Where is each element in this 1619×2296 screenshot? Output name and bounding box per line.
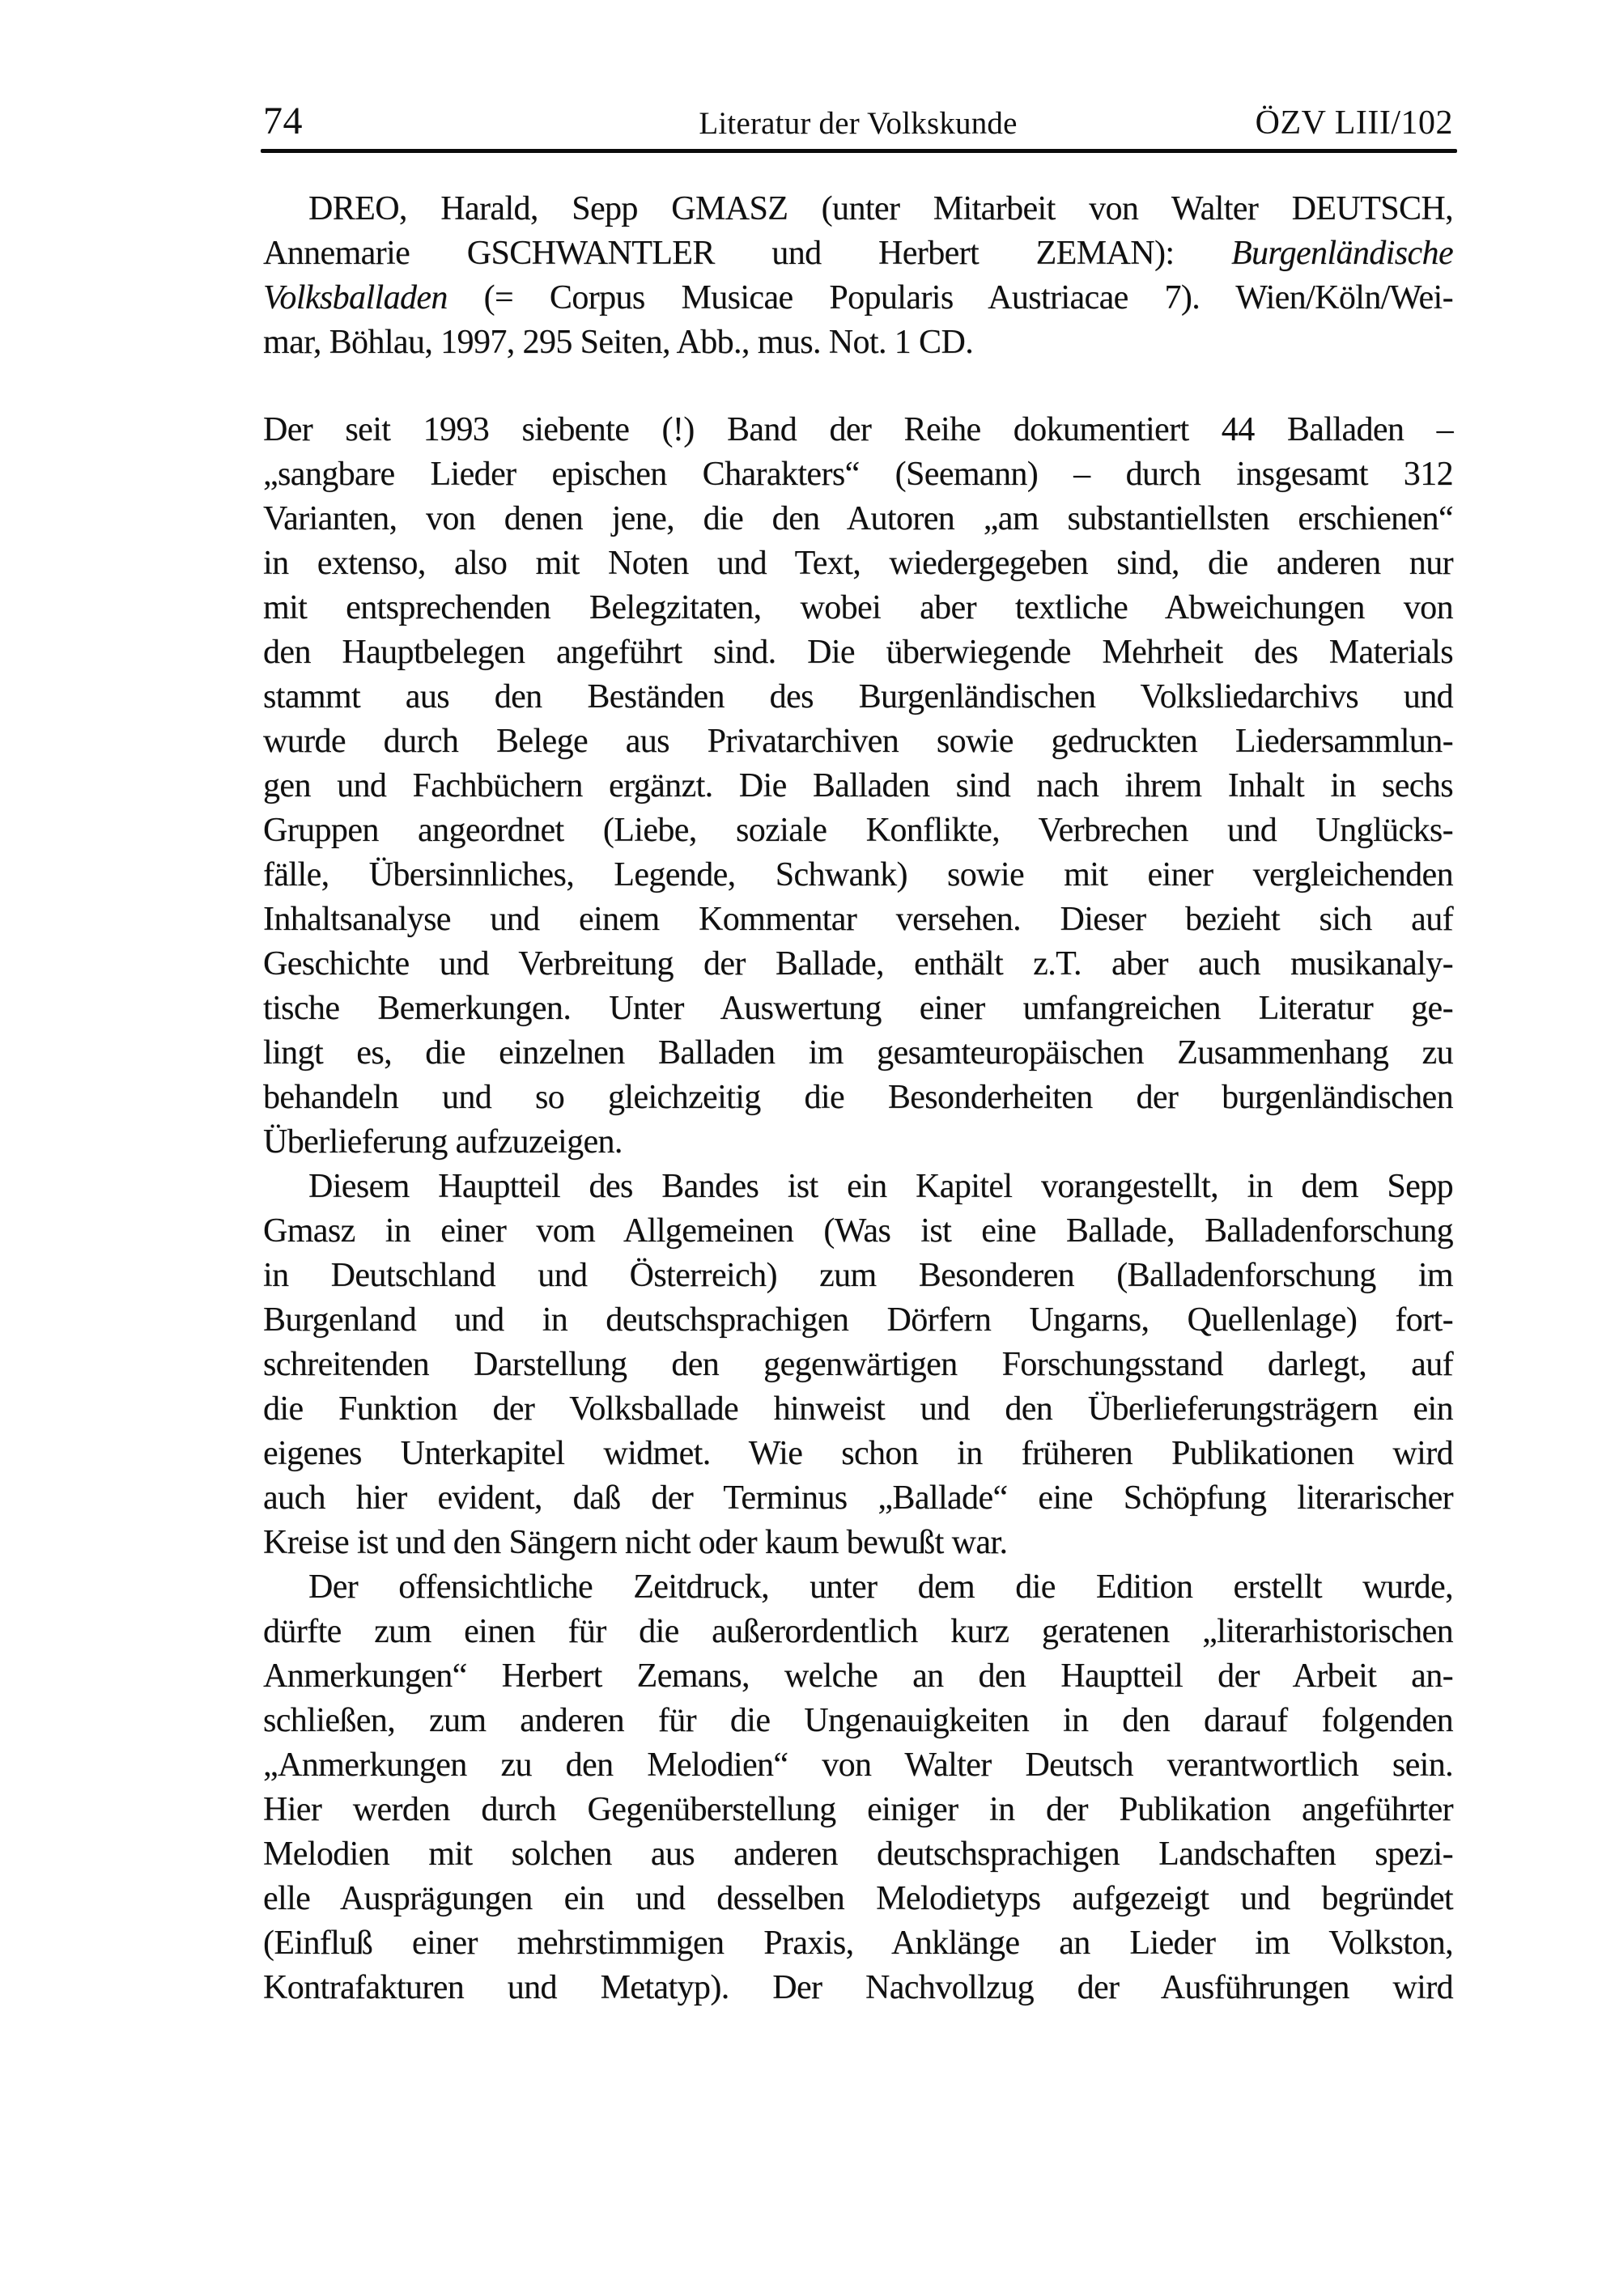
text-line: Volksballaden (= Corpus Musicae Popularis Austriacae 7). Wien/Köln/Wei- [263,279,1453,316]
text-line: stammt aus den Beständen des Burgenländischen Volksliedarchivs und [263,678,1453,715]
text-line: in extenso, also mit Noten und Text, wiedergegeben sind, die anderen nur [263,545,1453,582]
text-line: schreitenden Darstellung den gegenwärtigen Forschungsstand darlegt, auf [263,1346,1453,1383]
text-line: Inhaltsanalyse und einem Kommentar versehen. Dieser bezieht sich auf [263,901,1453,938]
text-line: Geschichte und Verbreitung der Ballade, enthält z.T. aber auch musikanaly- [263,945,1453,982]
text-line: Annemarie GSCHWANTLER und Herbert ZEMAN): Burgenländische [263,235,1453,272]
text-line: Diesem Hauptteil des Bandes ist ein Kapitel vorangestellt, in dem Sepp [308,1168,1453,1205]
running-title: Literatur der Volkskunde [699,106,1018,141]
text-line: wurde durch Belege aus Privatarchiven sowie gedruckten Liedersammlun- [263,723,1453,760]
text-line: Gmasz in einer vom Allgemeinen (Was ist eine Ballade, Balladenforschung [263,1212,1453,1250]
review-paragraph-1 [263,408,1453,1165]
text-line: „Anmerkungen zu den Melodien“ von Walter Deutsch verantwortlich sein. [263,1746,1453,1784]
text-line: Melodien mit solchen aus anderen deutschsprachigen Landschaften spezi- [263,1836,1453,1873]
page-header [263,99,1453,143]
text-line: eigenes Unterkapitel widmet. Wie schon in früheren Publikationen wird [263,1435,1453,1472]
text-line: fälle, Übersinnliches, Legende, Schwank) sowie mit einer vergleichenden [263,856,1453,893]
text-line: schließen, zum anderen für die Ungenauigkeiten in den darauf folgenden [263,1702,1453,1739]
text-line: tische Bemerkungen. Unter Auswertung einer umfangreichen Literatur ge- [263,990,1453,1027]
text-line: Anmerkungen“ Herbert Zemans, welche an den Hauptteil der Arbeit an- [263,1657,1453,1695]
text-line: elle Ausprägungen ein und desselben Melodietyps aufgezeigt und begründet [263,1880,1453,1917]
text-line: auch hier evident, daß der Terminus „Ballade“ eine Schöpfung literarischer [263,1479,1453,1517]
text-line: dürfte zum einen für die außerordentlich kurz geratenen „literarhistorischen [263,1613,1453,1650]
text-line: Der offensichtliche Zeitdruck, unter dem die Edition erstellt wurde, [308,1568,1453,1606]
text-line: Burgenland und in deutschsprachigen Dörfern Ungarns, Quellenlage) fort- [263,1301,1453,1339]
text-line: die Funktion der Volksballade hinweist und den Überlieferungsträgern ein [263,1390,1453,1428]
text-line: Kontrafakturen und Metatyp). Der Nachvollzug der Ausführungen wird [263,1969,1453,2006]
text-line: Varianten, von denen jene, die den Autoren „am substantiellsten erschienen“ [263,500,1453,537]
text-line: Überlieferung aufzuzeigen. [263,1123,623,1161]
text-line: lingt es, die einzelnen Balladen im gesamteuropäischen Zusammenhang zu [263,1034,1453,1072]
text-line: behandeln und so gleichzeitig die Besonderheiten der burgenländischen [263,1079,1453,1116]
text-line: den Hauptbelegen angeführt sind. Die überwiegende Mehrheit des Materials [263,634,1453,671]
page-number: 74 [263,100,303,142]
text-line: gen und Fachbüchern ergänzt. Die Balladen sind nach ihrem Inhalt in sechs [263,767,1453,804]
text-line: Der seit 1993 siebente (!) Band der Reihe dokumentiert 44 Balladen – [263,411,1453,448]
text-line: Gruppen angeordnet (Liebe, soziale Konflikte, Verbrechen und Unglücks- [263,812,1453,849]
text-line: Hier werden durch Gegenüberstellung einiger in der Publikation angeführter [263,1791,1453,1828]
text-line: (Einfluß einer mehrstimmigen Praxis, Anklänge an Lieder im Volkston, [263,1925,1453,1962]
review-paragraph-3 [263,1565,1453,2010]
citation-paragraph [263,187,1453,365]
text-line: mit entsprechenden Belegzitaten, wobei aber textliche Abweichungen von [263,589,1453,626]
text-line: mar, Böhlau, 1997, 295 Seiten, Abb., mus. Not. 1 CD. [263,324,974,361]
text-line: Kreise ist und den Sängern nicht oder kaum bewußt war. [263,1524,1008,1561]
text-line: „sangbare Lieder epischen Charakters“ (Seemann) – durch insgesamt 312 [263,456,1453,493]
journal-issue-label: ÖZV LIII/102 [1255,104,1453,142]
review-text-body [263,187,1453,2010]
text-line: DREO, Harald, Sepp GMASZ (unter Mitarbeit von Walter DEUTSCH, [308,190,1453,227]
review-paragraph-2 [263,1165,1453,1565]
text-line: in Deutschland und Österreich) zum Besonderen (Balladenforschung im [263,1257,1453,1294]
header-rule [261,149,1457,153]
